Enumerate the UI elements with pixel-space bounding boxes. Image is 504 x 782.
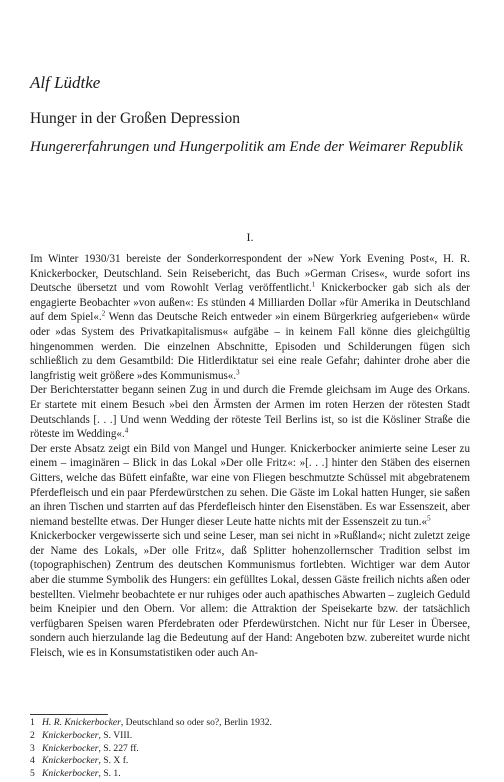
footnote-ref: 3	[236, 368, 240, 377]
paragraph	[30, 529, 470, 660]
footnote-author: Knickerbocker	[42, 768, 99, 780]
footnote-author: Knickerbocker	[42, 755, 99, 767]
paragraph-text: Der Berichterstatter begann seinen Zug in und durch die Fremde gleichsam im Auge des Orkans. Er startete mit einem Besuch »bei den Ärmsten der Armen im roten Herzen der rötesten Stadt Deutschlands [. . .] Und wenn Wedding der röteste Teil Berlins ist, so ist die Kösliner Straße die röteste im Wedding«.	[30, 384, 470, 441]
article-subtitle: Hungererfahrungen und Hungerpolitik am Ende der Weimarer Republik	[30, 139, 463, 155]
footnote-author: Knickerbocker	[42, 742, 99, 754]
footnote	[30, 755, 470, 768]
footnotes	[30, 717, 470, 781]
footnote-divider	[30, 714, 108, 715]
footnote	[30, 717, 470, 730]
footnote-text	[42, 730, 132, 743]
section-number: I.	[246, 230, 254, 244]
footnote-number: 1	[30, 717, 35, 728]
body-text	[30, 252, 470, 661]
footnote-ref: 4	[124, 426, 129, 435]
footnote-number: 5	[30, 768, 35, 780]
paragraph	[30, 442, 470, 530]
footnote-citation: , S. 227 ff.	[98, 742, 139, 754]
author-name: Alf Lüdtke	[30, 73, 101, 92]
paragraph-text: Im Winter 1930/31 bereiste der Sonderkorrespondent der »New York Evening Post«, H. R. Knickerbocker, Deutschland. Sein Reisebericht, das Buch »German Crises«, wurde sofort ins Deutsche übersetzt und vom Rowohlt Verlag veröffentlicht.	[30, 253, 470, 295]
footnote-number: 3	[30, 742, 35, 754]
footnote-ref: 2	[101, 309, 106, 318]
footnote	[30, 730, 470, 743]
footnote-author: H. R. Knickerbocker	[42, 717, 121, 728]
article-title: Hunger in der Großen Depression	[30, 110, 241, 127]
footnote-text	[42, 743, 139, 756]
footnote-citation: , S. VIII.	[98, 729, 133, 741]
footnote	[30, 768, 470, 781]
paragraph-text: Der erste Absatz zeigt ein Bild von Mangel und Hunger. Knickerbocker animierte seine Leser zu einem – imaginären – Blick in das Lokal »Der olle Fritz«: »[. . .] hinter den Stäben des eisernen Gitters, welche das Büfett einfaßte, war eine von Fliegen beschmutzte Schüssel mit abgebratenem Pferdefleisch und ein paar Pferdewürstchen zu sehen. Die Gäste im Lokal hatten Hunger, sie saßen an ihren Tischen und starrten auf das Pferdefleisch hinter den Eisenstäben. Es war Essenszeit, aber niemand bestellte etwas. Der Hunger dieser Leute hatte nichts mit der Essenszeit zu tun.«	[30, 442, 470, 528]
paragraph-text: Wenn das Deutsche Reich entweder »in einem Bürgerkrieg aufgerieben« würde oder »das System des Privatkapitalismus« aufgäbe – in keinem Fall könne dies gleichgültig hingenommen werden. Die einzelnen Abschnitte, Episoden und Schilderungen fügen sich schließlich zu dem Gesamtbild: Die Hitlerdiktatur sei eine reale Gefahr; dahinter drohe aber die langfristig weit größere »des Kommunismus«.	[30, 311, 471, 382]
footnote-ref: 5	[427, 514, 431, 522]
footnote-number: 4	[30, 755, 35, 767]
footnote-number: 2	[30, 729, 35, 741]
footnote-text	[42, 755, 128, 768]
footnote-text	[42, 717, 272, 730]
footnote-author: Knickerbocker	[42, 729, 99, 741]
paragraph	[30, 252, 470, 383]
footnote-citation: , S. 1.	[98, 768, 121, 780]
paragraph-text: Knickerbocker gab sich als der engagierte Beobachter »von außen«: Es stünden 4 Milliarden Dollar »für Amerika in Deutschland auf dem Spiel«.	[30, 282, 471, 324]
footnote-citation: , S. X f.	[98, 755, 129, 767]
paragraph	[30, 383, 470, 441]
paragraph-text: Knickerbocker vergewisserte sich und seine Leser, man sei nicht in »Rußland«; nicht zuletzt zeige der Name des Lokals, »Der olle Fritz«, daß Splitter hohenzollernscher Tradition selbst im (topographischen) Zentrum des deutschen Kommunismus fortlebten. Wichtiger war dem Autor aber die stumme Symbolik des Hungers: ein gefülltes Lokal, dessen Gäste freilich nichts aßen oder bestellten. Vielmehr beobachtete er nur ruhiges oder auch apathisches Abwarten – zugleich Geduld beim Kneipier und den Obern. Vor allem: die Attraktion der Speisekarte bzw. der tatsächlich verfügbaren Speisen waren Pferdebraten oder Pferdewürstchen. Nicht nur für Leser in Übersee, sondern auch hierzulande lag die Bedeutung auf der Hand: Angeboten bzw. zubereitet wurde nicht Fleisch, wie es in Konsumstatistiken oder auch An-	[30, 530, 470, 660]
footnote	[30, 743, 470, 756]
footnote-text	[42, 768, 121, 781]
footnote-ref: 1	[311, 280, 316, 289]
footnote-citation: , Deutschland so oder so?, Berlin 1932.	[120, 717, 272, 728]
